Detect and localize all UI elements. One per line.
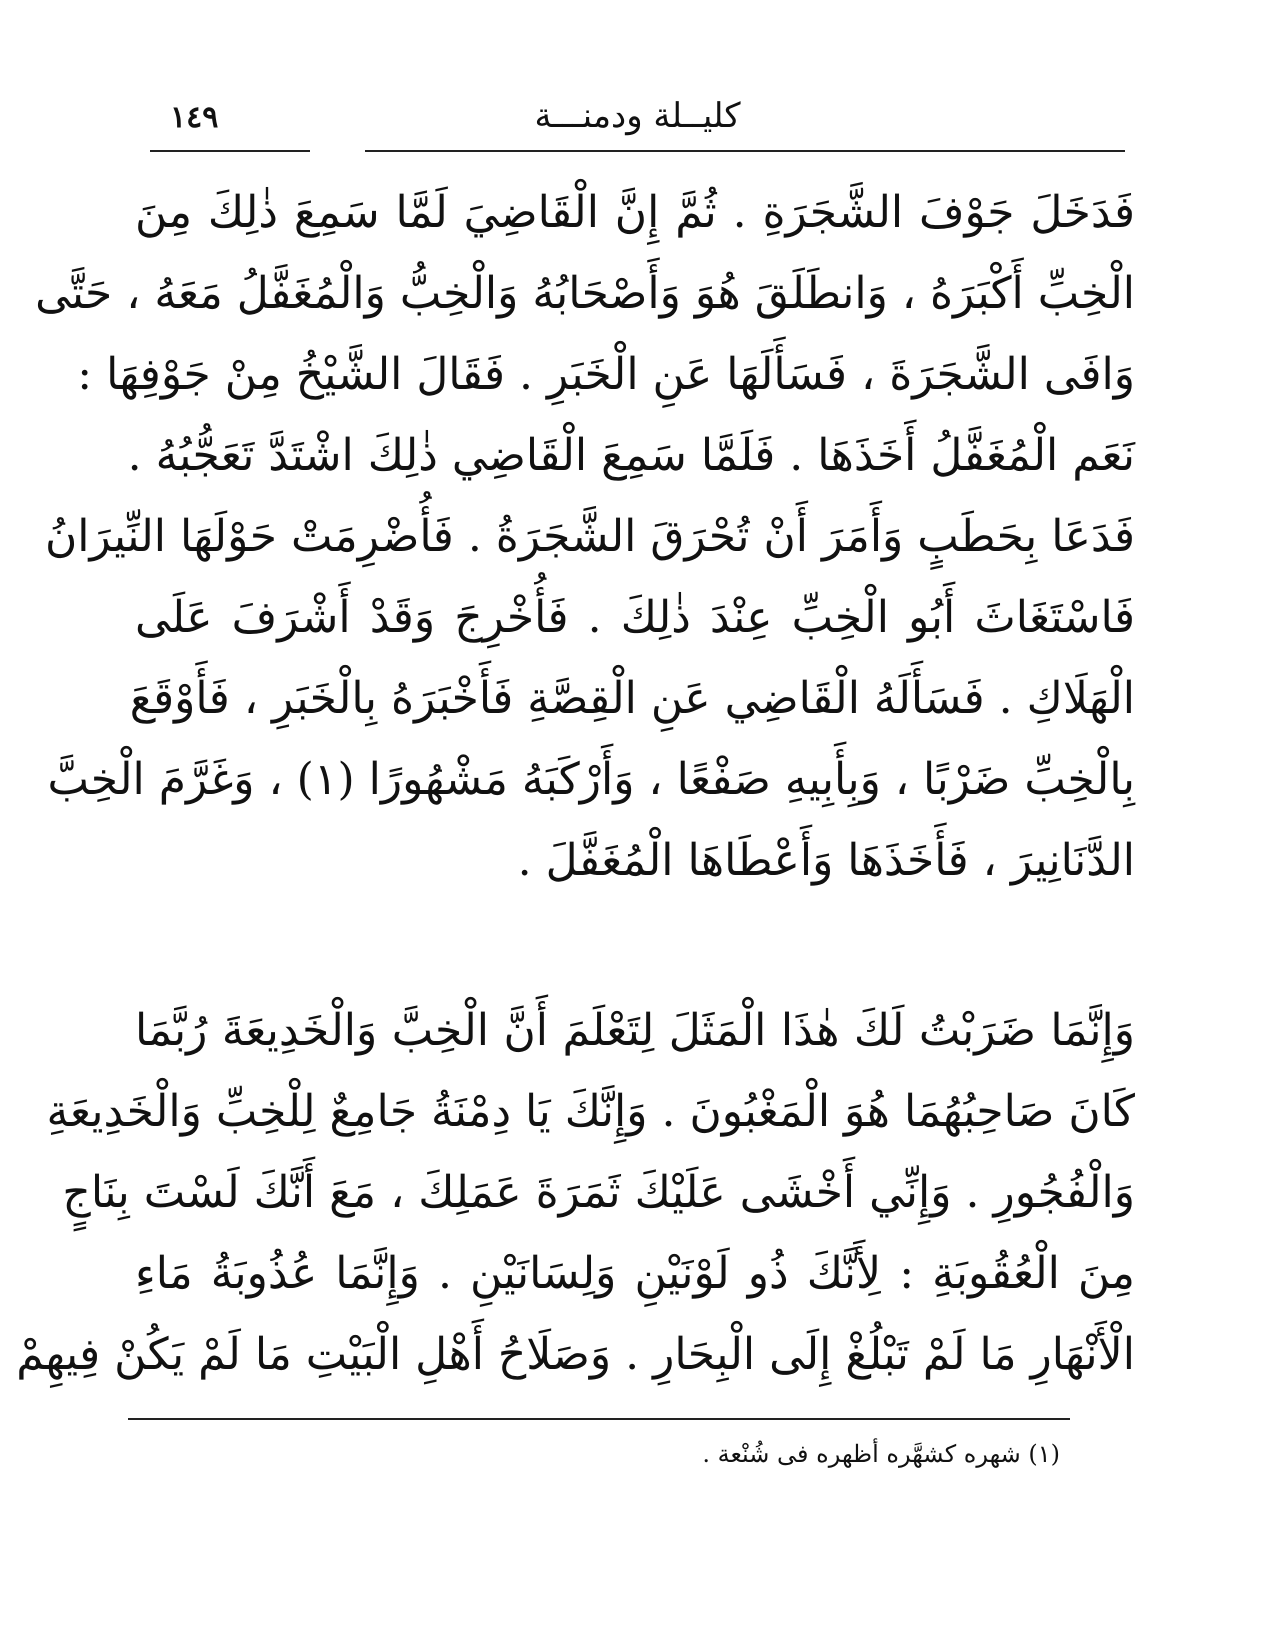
text-line: وَالْفُجُورِ . وَإِنِّي أَخْشَى عَلَيْكَ ثَمَرَةَ عَمَلِكَ ، مَعَ أَنَّكَ لَسْتَ بِنَاجٍ — [62, 1167, 1135, 1218]
text-line: الْأَنْهَارِ مَا لَمْ تَبْلُغْ إِلَى الْبِحَارِ . وَصَلَاحُ أَهْلِ الْبَيْتِ مَا لَمْ يَكُنْ فِيهِمْ — [16, 1329, 1135, 1380]
footnote-rule — [128, 1418, 1070, 1420]
text-line: الدَّنَانِيرَ ، فَأَخَذَهَا وَأَعْطَاهَا الْمُغَفَّلَ . — [517, 835, 1135, 886]
page-header — [150, 92, 1125, 148]
text-line: مِنَ الْعُقُوبَةِ : لِأَنَّكَ ذُو لَوْنَيْنِ وَلِسَانَيْنِ . وَإِنَّمَا عُذُوبَةُ مَاءِ — [135, 1248, 1135, 1299]
paragraph-2 — [16, 990, 1135, 1395]
header-rule-left — [150, 150, 310, 152]
text-line: فَاسْتَغَاثَ أَبُو الْخِبِّ عِنْدَ ذٰلِكَ . فَأُخْرِجَ وَقَدْ أَشْرَفَ عَلَى — [135, 592, 1135, 643]
text-line: وَافَى الشَّجَرَةَ ، فَسَأَلَهَا عَنِ الْخَبَرِ . فَقَالَ الشَّيْخُ مِنْ جَوْفِهَا : — [77, 349, 1135, 400]
text-line: فَدَخَلَ جَوْفَ الشَّجَرَةِ . ثُمَّ إِنَّ الْقَاضِيَ لَمَّا سَمِعَ ذٰلِكَ مِنَ — [135, 187, 1135, 238]
text-line: وَإِنَّمَا ضَرَبْتُ لَكَ هٰذَا الْمَثَلَ لِتَعْلَمَ أَنَّ الْخِبَّ وَالْخَدِيعَةَ رُبَّمَا — [135, 1005, 1135, 1056]
text-line: الْخِبِّ أَكْبَرَهُ ، وَانطَلَقَ هُوَ وَأَصْحَابُهُ وَالْخِبُّ وَالْمُغَفَّلُ مَعَهُ ، حَتَّى — [35, 268, 1135, 319]
text-line: نَعَم الْمُغَفَّلُ أَخَذَهَا . فَلَمَّا سَمِعَ الْقَاضِي ذٰلِكَ اشْتَدَّ تَعَجُّبُهُ . — [127, 430, 1135, 481]
text-line: فَدَعَا بِحَطَبٍ وَأَمَرَ أَنْ تُحْرَقَ الشَّجَرَةُ . فَأُضْرِمَتْ حَوْلَهَا النِّيرَانُ — [44, 511, 1135, 562]
paragraph-1 — [35, 172, 1135, 901]
footnote: (١) شهره كشهَّره أظهره فى شُنْعة . — [702, 1440, 1060, 1468]
running-title: كليــلة ودمنـــة — [534, 96, 741, 136]
text-line: الْهَلَاكِ . فَسَأَلَهُ الْقَاضِي عَنِ الْقِصَّةِ فَأَخْبَرَهُ بِالْخَبَرِ ، فَأَوْقَعَ — [129, 673, 1135, 724]
text-line: كَانَ صَاحِبُهُمَا هُوَ الْمَغْبُونَ . وَإِنَّكَ يَا دِمْنَةُ جَامِعٌ لِلْخِبِّ وَالْخَدِيعَةِ — [46, 1086, 1135, 1137]
header-rule-right — [365, 150, 1125, 152]
text-line: بِالْخِبِّ ضَرْبًا ، وَبِأَبِيهِ صَفْعًا ، وَأَرْكَبَهُ مَشْهُورًا (١) ، وَغَرَّمَ الْخِبَّ — [47, 754, 1135, 805]
page-number: ١٤٩ — [170, 100, 219, 135]
